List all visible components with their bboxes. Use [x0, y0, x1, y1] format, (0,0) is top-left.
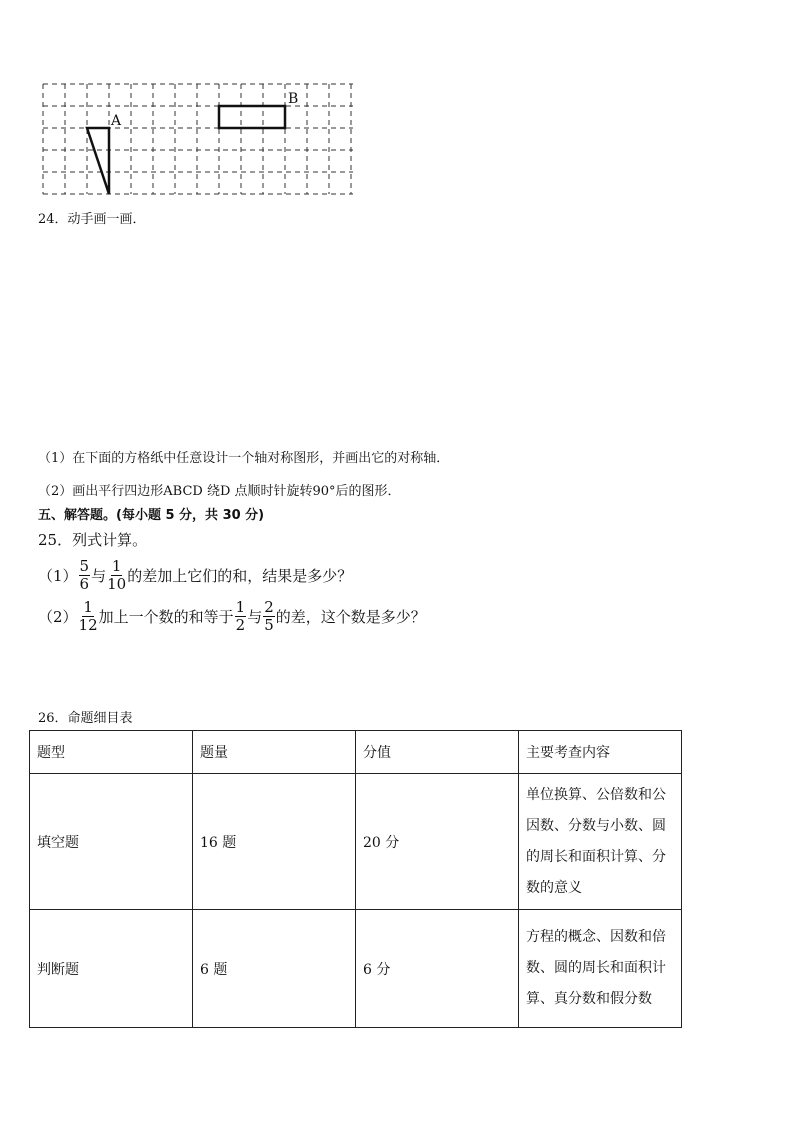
- numerator: 1: [83, 598, 93, 616]
- type-cell: 判断题: [30, 910, 193, 1028]
- score-cell: 20 分: [356, 774, 519, 910]
- table-header-row: [30, 731, 682, 774]
- q24-title: 24．动手画一画．: [38, 212, 146, 227]
- q24-sub1: （1）在下面的方格纸中任意设计一个轴对称图形，并画出它的对称轴．: [38, 451, 450, 466]
- numerator: 1: [111, 557, 122, 575]
- fraction: [79, 558, 91, 593]
- triangle-a: [87, 128, 109, 194]
- q25-p1-mid: 与: [91, 567, 107, 585]
- header-cell: 分值: [356, 731, 519, 774]
- q25-p2-mid2: 与: [247, 608, 263, 626]
- denominator: 12: [78, 616, 98, 634]
- q25-p1-prefix: （1）: [38, 567, 78, 585]
- count-cell: 16 题: [193, 774, 356, 910]
- fraction: [263, 599, 275, 634]
- q25-p1-tail: 的差加上它们的和，结果是多少？: [127, 567, 353, 585]
- spec-table: [29, 730, 682, 1028]
- header-cell: 题型: [30, 731, 193, 774]
- fraction: [107, 558, 126, 593]
- grid-figure: [41, 82, 357, 198]
- table-row: [30, 774, 682, 910]
- numerator: 2: [264, 598, 274, 616]
- score-cell: 6 分: [356, 910, 519, 1028]
- q25-part1: [38, 558, 352, 593]
- label-b: B: [288, 91, 299, 107]
- q25-p2-mid1: 加上一个数的和等于: [98, 608, 234, 626]
- q25-p2-tail: 的差，这个数是多少？: [275, 608, 426, 626]
- content-cell: 方程的概念、因数和倍数、圆的周长和面积计算、真分数和假分数: [519, 910, 682, 1028]
- content-cell: 单位换算、公倍数和公因数、分数与小数、圆的周长和面积计算、分数的意义: [519, 774, 682, 910]
- type-cell: 填空题: [30, 774, 193, 910]
- rectangle-b: [219, 106, 285, 128]
- q25-title: 25．列式计算。: [38, 531, 148, 549]
- label-a: A: [111, 113, 122, 129]
- header-cell: 题量: [193, 731, 356, 774]
- q25-part2: [38, 599, 426, 634]
- q25-p2-prefix: （2）: [38, 608, 78, 626]
- denominator: 10: [107, 575, 127, 593]
- numerator: 1: [235, 598, 246, 616]
- table-row: [30, 910, 682, 1028]
- denominator: 5: [264, 616, 274, 634]
- section-5-heading: 五、解答题。(每小题 5 分，共 30 分): [38, 508, 265, 523]
- count-cell: 6 题: [193, 910, 356, 1028]
- q26-title: 26．命题细目表: [38, 711, 133, 726]
- denominator: 6: [79, 575, 90, 593]
- fraction: [235, 599, 247, 634]
- q24-sub2: （2）画出平行四边形ABCD 绕D 点顺时针旋转90°后的图形．: [38, 484, 401, 499]
- fraction: [79, 599, 98, 634]
- numerator: 5: [79, 557, 90, 575]
- denominator: 2: [235, 616, 246, 634]
- header-cell: 主要考查内容: [519, 731, 682, 774]
